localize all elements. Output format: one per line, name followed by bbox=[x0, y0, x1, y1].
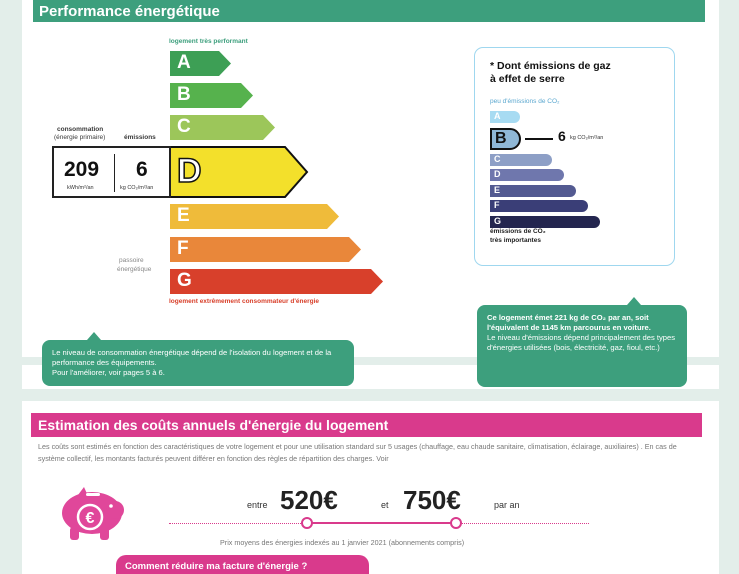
min-price-marker bbox=[301, 517, 313, 529]
consumption-value: 209 bbox=[64, 158, 100, 181]
value-separator bbox=[114, 154, 115, 192]
callout-tip bbox=[627, 297, 641, 305]
euro-symbol: € bbox=[85, 510, 95, 527]
energy-class-letter: F bbox=[177, 238, 189, 259]
ges-class-letter: B bbox=[495, 130, 507, 147]
callout-tip bbox=[87, 332, 101, 340]
ges-bottom-label: émissions de CO₂ bbox=[490, 228, 546, 235]
scale-bottom-label: logement extrêmement consommateur d'énergie bbox=[169, 298, 320, 305]
consumption-label: consommation bbox=[57, 126, 104, 133]
max-price: 750€ bbox=[403, 485, 461, 515]
energy-class-f bbox=[169, 236, 363, 263]
ges-class-letter: A bbox=[494, 111, 501, 121]
ges-class-e bbox=[490, 185, 576, 197]
energy-class-letter: A bbox=[177, 52, 191, 73]
ges-class-f bbox=[490, 200, 588, 212]
reduce-bill-button[interactable]: Comment réduire ma facture d'énergie ? bbox=[116, 555, 369, 574]
and-label: et bbox=[381, 500, 389, 510]
consumption-value-box bbox=[52, 146, 171, 198]
costs-description: Les coûts sont estimés en fonction des caractéristiques de votre logement et pour une utilisation standard sur 5 usages (chauffage, eau chaude sanitaire, climatisation, éclairage, auxiliaires) . En cas de système collectif, les montants facturés peuvent différer en fonction des règles de répartition des charges. Voir bbox=[38, 442, 677, 463]
ges-class-d bbox=[490, 169, 564, 181]
ges-class-letter: D bbox=[494, 169, 501, 179]
piggy-bank-icon bbox=[52, 487, 132, 541]
energy-class-letter: E bbox=[177, 205, 190, 226]
ges-class-c bbox=[490, 154, 552, 166]
costs-header: Estimation des coûts annuels d'énergie du logement bbox=[31, 413, 702, 437]
ges-class-letter: G bbox=[494, 216, 502, 226]
ges-value-pointer bbox=[525, 138, 553, 140]
price-note: Prix moyens des énergies indexés au 1 janvier 2021 (abonnements compris) bbox=[220, 538, 465, 547]
consumption-unit: kWh/m²/an bbox=[67, 185, 94, 191]
ges-class-a bbox=[490, 111, 520, 123]
energy-class-d bbox=[169, 146, 309, 198]
ges-class-g bbox=[490, 216, 600, 228]
ges-title-line-2: à effet de serre bbox=[490, 73, 565, 85]
between-label: entre bbox=[247, 500, 268, 510]
energy-class-letter: G bbox=[177, 270, 192, 291]
section-divider bbox=[0, 389, 739, 401]
ges-class-letter: F bbox=[494, 200, 500, 210]
ges-callout-text: Le niveau d'émissions dépend principalement des types d'énergies utilisées (bois, électricité, gaz, fioul, etc.) bbox=[487, 333, 676, 352]
scale-top-label: logement très performant bbox=[169, 38, 248, 45]
energy-class-letter: B bbox=[177, 84, 191, 105]
energy-class-c bbox=[169, 114, 277, 141]
ges-class-letter: C bbox=[494, 154, 501, 164]
ges-bottom-sublabel: très importantes bbox=[490, 237, 541, 244]
consumption-callout-text: Le niveau de consommation énergétique dépend de l'isolation du logement et de la performance des équipements. Pour l'améliorer, voir pages 5 à 6. bbox=[52, 348, 332, 377]
performance-header: Performance énergétique bbox=[33, 0, 705, 22]
energy-class-a bbox=[169, 50, 233, 77]
ges-class-letter: E bbox=[494, 185, 501, 195]
ges-callout bbox=[477, 305, 687, 387]
emissions-label: émissions bbox=[124, 134, 156, 141]
ges-callout-bold: Ce logement émet 221 kg de CO₂ par an, soit l'équivalent de 1145 km parcourus en voiture. bbox=[487, 313, 651, 332]
ges-class-b bbox=[490, 128, 521, 150]
energy-class-b bbox=[169, 82, 255, 109]
ges-top-label: peu d'émissions de CO₂ bbox=[490, 98, 560, 105]
passoire-sublabel: énergétique bbox=[117, 266, 152, 273]
emissions-value: 6 bbox=[136, 158, 148, 181]
energy-class-e bbox=[169, 203, 341, 230]
max-price-marker bbox=[450, 517, 462, 529]
energy-class-g bbox=[169, 268, 385, 295]
passoire-label: passoire bbox=[119, 257, 144, 264]
energy-class-letter: C bbox=[177, 116, 191, 137]
per-year-label: par an bbox=[494, 500, 520, 510]
min-price: 520€ bbox=[280, 485, 338, 515]
ges-title-line-1: * Dont émissions de gaz bbox=[490, 60, 611, 72]
consumption-sublabel: (énergie primaire) bbox=[54, 134, 106, 141]
ges-title bbox=[490, 60, 611, 86]
emissions-unit: kg CO₂/m²/an bbox=[120, 185, 154, 191]
ges-panel bbox=[474, 47, 675, 266]
consumption-callout bbox=[42, 340, 354, 386]
energy-class-letter: D bbox=[177, 152, 202, 190]
price-range-bar bbox=[307, 522, 456, 524]
ges-unit: kg CO₂/m²/an bbox=[570, 135, 604, 141]
ges-value: 6 bbox=[558, 128, 566, 144]
